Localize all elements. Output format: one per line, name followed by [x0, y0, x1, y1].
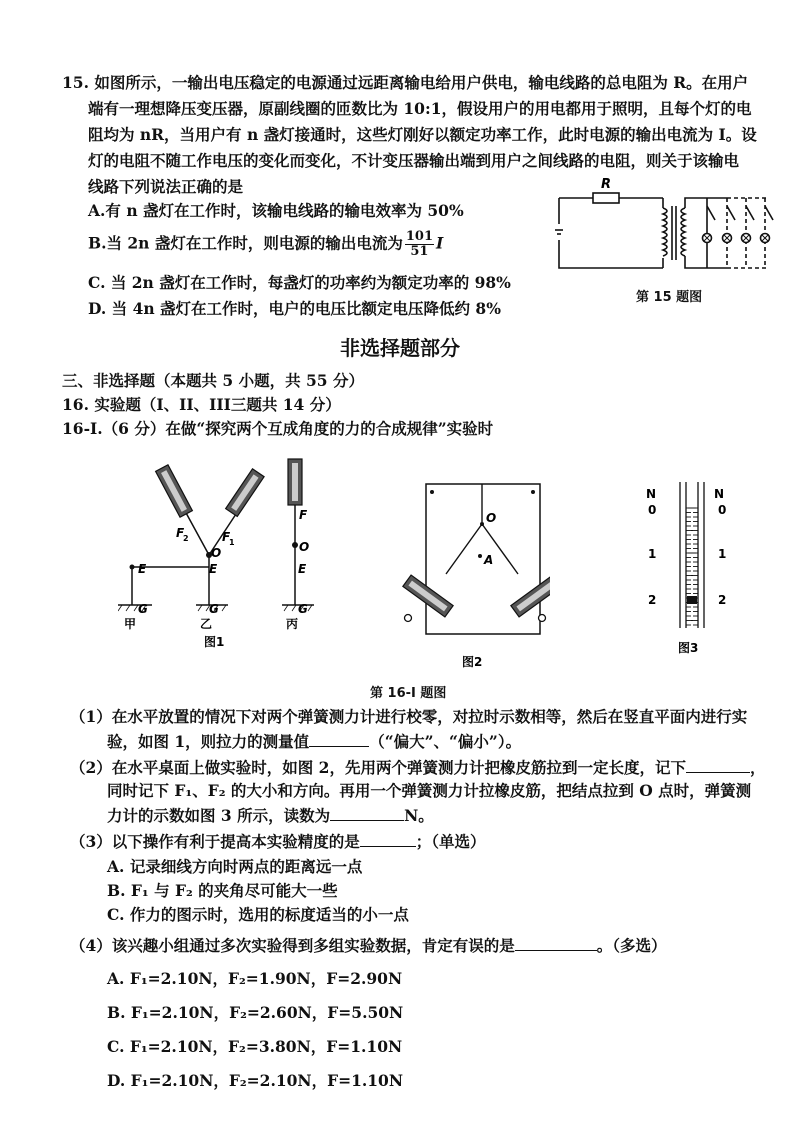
q16-1-heading: 16-I.（6 分）在做“探究两个互成角度的力的合成规律”实验时 — [62, 419, 494, 438]
fig1-jia-label: 甲 — [124, 617, 137, 631]
fig1-f-label: F — [299, 508, 308, 522]
q16-p2-line3 — [107, 804, 434, 827]
fig1-bing-label: 丙 — [286, 617, 299, 631]
q16-p2-text: （2）在水平桌面上做实验时，如图 2，先用两个弹簧测力计把橡皮筋拉到一定长度，记下 — [70, 758, 686, 777]
fig1-o-label-yi: O — [211, 546, 222, 560]
q15-option-d: D. 当 4n 盏灯在工作时，电户的电压比额定电压降低约 8% — [88, 299, 501, 318]
q16-p3-option-c: C. 作力的图示时，选用的标度适当的小一点 — [107, 905, 409, 924]
figure-1-spring-scales — [118, 455, 328, 650]
q16-figure-caption: 第 16-I 题图 — [370, 686, 447, 701]
fig2-a-label: A — [484, 553, 494, 567]
q16-p4-option-c: C. F₁=2.10N，F₂=3.80N，F=1.10N — [107, 1037, 403, 1056]
q16-p4-hint: 。（多选） — [596, 936, 667, 955]
q16-p4-option-a: A. F₁=2.10N，F₂=1.90N，F=2.90N — [107, 969, 403, 988]
answer-blank[interactable] — [686, 756, 750, 773]
q15-line5: 线路下列说法正确的是 — [88, 177, 244, 196]
fig1-e-label-yi: E — [209, 562, 218, 576]
q16-p3-hint: ；（单选） — [415, 832, 486, 851]
q16-p2-line1 — [70, 756, 766, 779]
q16-p2-comma: ， — [749, 758, 766, 777]
fig3-tick-0-right: 0 — [718, 503, 727, 517]
fig1-g-label-yi: G — [209, 602, 219, 616]
q16-p1-hint: （“偏大”、“偏小”）。 — [369, 732, 522, 751]
q16-p3-option-a: A. 记录细线方向时两点的距离远一点 — [107, 857, 363, 876]
q16-p3-option-b: B. F₁ 与 F₂ 的夹角尽可能大一些 — [107, 881, 338, 900]
fraction-denominator: 51 — [410, 244, 429, 259]
fig1-g-label-jia: G — [138, 602, 148, 616]
q15-circuit-diagram — [545, 176, 785, 276]
q16-p3-question — [70, 830, 486, 853]
fraction — [405, 230, 434, 259]
q15-line4: 灯的电阻不随工作电压的变化而变化，不计变压器输出端到用户之间线路的电阻，则关于该输电 — [88, 151, 740, 170]
answer-blank[interactable] — [309, 730, 369, 747]
figure-3-scale-reading — [640, 478, 740, 658]
section-title: 非选择题部分 — [340, 336, 460, 360]
current-symbol: I — [436, 233, 444, 253]
fig3-tick-2-left: 2 — [648, 593, 657, 607]
fig3-n-label-right: N — [714, 487, 725, 501]
q16-p2-reading-text: 力计的示数如图 3 所示，读数为 — [107, 806, 331, 825]
q16-p4-question — [70, 934, 667, 957]
q16-p1-text: 验，如图 1，则拉力的测量值 — [107, 732, 310, 751]
q15-option-a: A.有 n 盏灯在工作时，该输电线路的输电效率为 50% — [88, 201, 464, 220]
answer-blank[interactable] — [360, 830, 416, 847]
q15-line3: 阻均为 nR，当用户有 n 盏灯接通时，这些灯刚好以额定功率工作，此时电源的输出电流为 I。设 — [88, 125, 757, 144]
figure-2-board — [400, 478, 550, 672]
q16-heading: 16. 实验题（I、II、III三题共 14 分） — [62, 395, 341, 414]
q15-line2: 端有一理想降压变压器，原副线圈的匝数比为 10:1，假设用户的用电都用于照明，且每个灯的电 — [88, 99, 752, 118]
fig1-f2-label: F — [176, 526, 185, 540]
fig1-e-label-bing: E — [298, 562, 307, 576]
part3-heading: 三、非选择题（本题共 5 小题，共 55 分） — [62, 371, 364, 390]
fig1-caption: 图1 — [204, 635, 225, 649]
q15-option-c: C. 当 2n 盏灯在工作时，每盏灯的功率约为额定功率的 98% — [88, 273, 511, 292]
fig1-f1-label: F — [222, 530, 231, 544]
fig3-tick-1-left: 1 — [648, 547, 657, 561]
fig2-caption: 图2 — [462, 655, 483, 669]
q16-p1-line2 — [107, 730, 521, 753]
answer-blank[interactable] — [515, 934, 597, 951]
fig3-tick-1-right: 1 — [718, 547, 727, 561]
fig3-n-label-left: N — [646, 487, 657, 501]
q16-p3-text: （3）以下操作有利于提高本实验精度的是 — [70, 832, 360, 851]
fig3-tick-0-left: 0 — [648, 503, 657, 517]
fraction-numerator: 101 — [405, 229, 433, 244]
fig1-e-label-jia: E — [138, 562, 147, 576]
q15-figure-caption: 第 15 题图 — [636, 290, 703, 305]
q16-p2-line2: 同时记下 F₁、F₂ 的大小和方向。再用一个弹簧测力计拉橡皮筋，把结点拉到 O 点时，弹簧测 — [107, 781, 752, 800]
fig3-tick-2-right: 2 — [718, 593, 727, 607]
fig1-f1-subscript: 1 — [229, 538, 235, 547]
fig3-caption: 图3 — [678, 641, 699, 655]
fig1-g-label-bing: G — [298, 602, 308, 616]
q16-p4-option-b: B. F₁=2.10N，F₂=2.60N，F=5.50N — [107, 1003, 404, 1022]
resistor-label: R — [601, 177, 612, 192]
q15-option-b-text: B.当 2n 盏灯在工作时，则电源的输出电流为 — [88, 233, 403, 253]
q15-line1: 15. 如图所示，一输出电压稳定的电源通过远距离输电给用户供电，输电线路的总电阻为 R。在用户 — [62, 73, 749, 92]
fig1-yi-label: 乙 — [200, 617, 213, 631]
answer-blank[interactable] — [330, 804, 404, 821]
fig1-o-label-bing: O — [299, 540, 310, 554]
fig1-f2-subscript: 2 — [183, 534, 189, 543]
q16-p4-option-d: D. F₁=2.10N，F₂=2.10N，F=1.10N — [107, 1071, 403, 1090]
q16-p4-text: （4）该兴趣小组通过多次实验得到多组实验数据，肯定有误的是 — [70, 936, 515, 955]
fig2-o-label: O — [486, 511, 497, 525]
q15-option-b — [88, 230, 443, 259]
q16-p1-line1: （1）在水平放置的情况下对两个弹簧测力计进行校零，对拉时示数相等，然后在竖直平面内进行实 — [70, 707, 748, 726]
q16-p2-unit: N。 — [404, 806, 434, 825]
